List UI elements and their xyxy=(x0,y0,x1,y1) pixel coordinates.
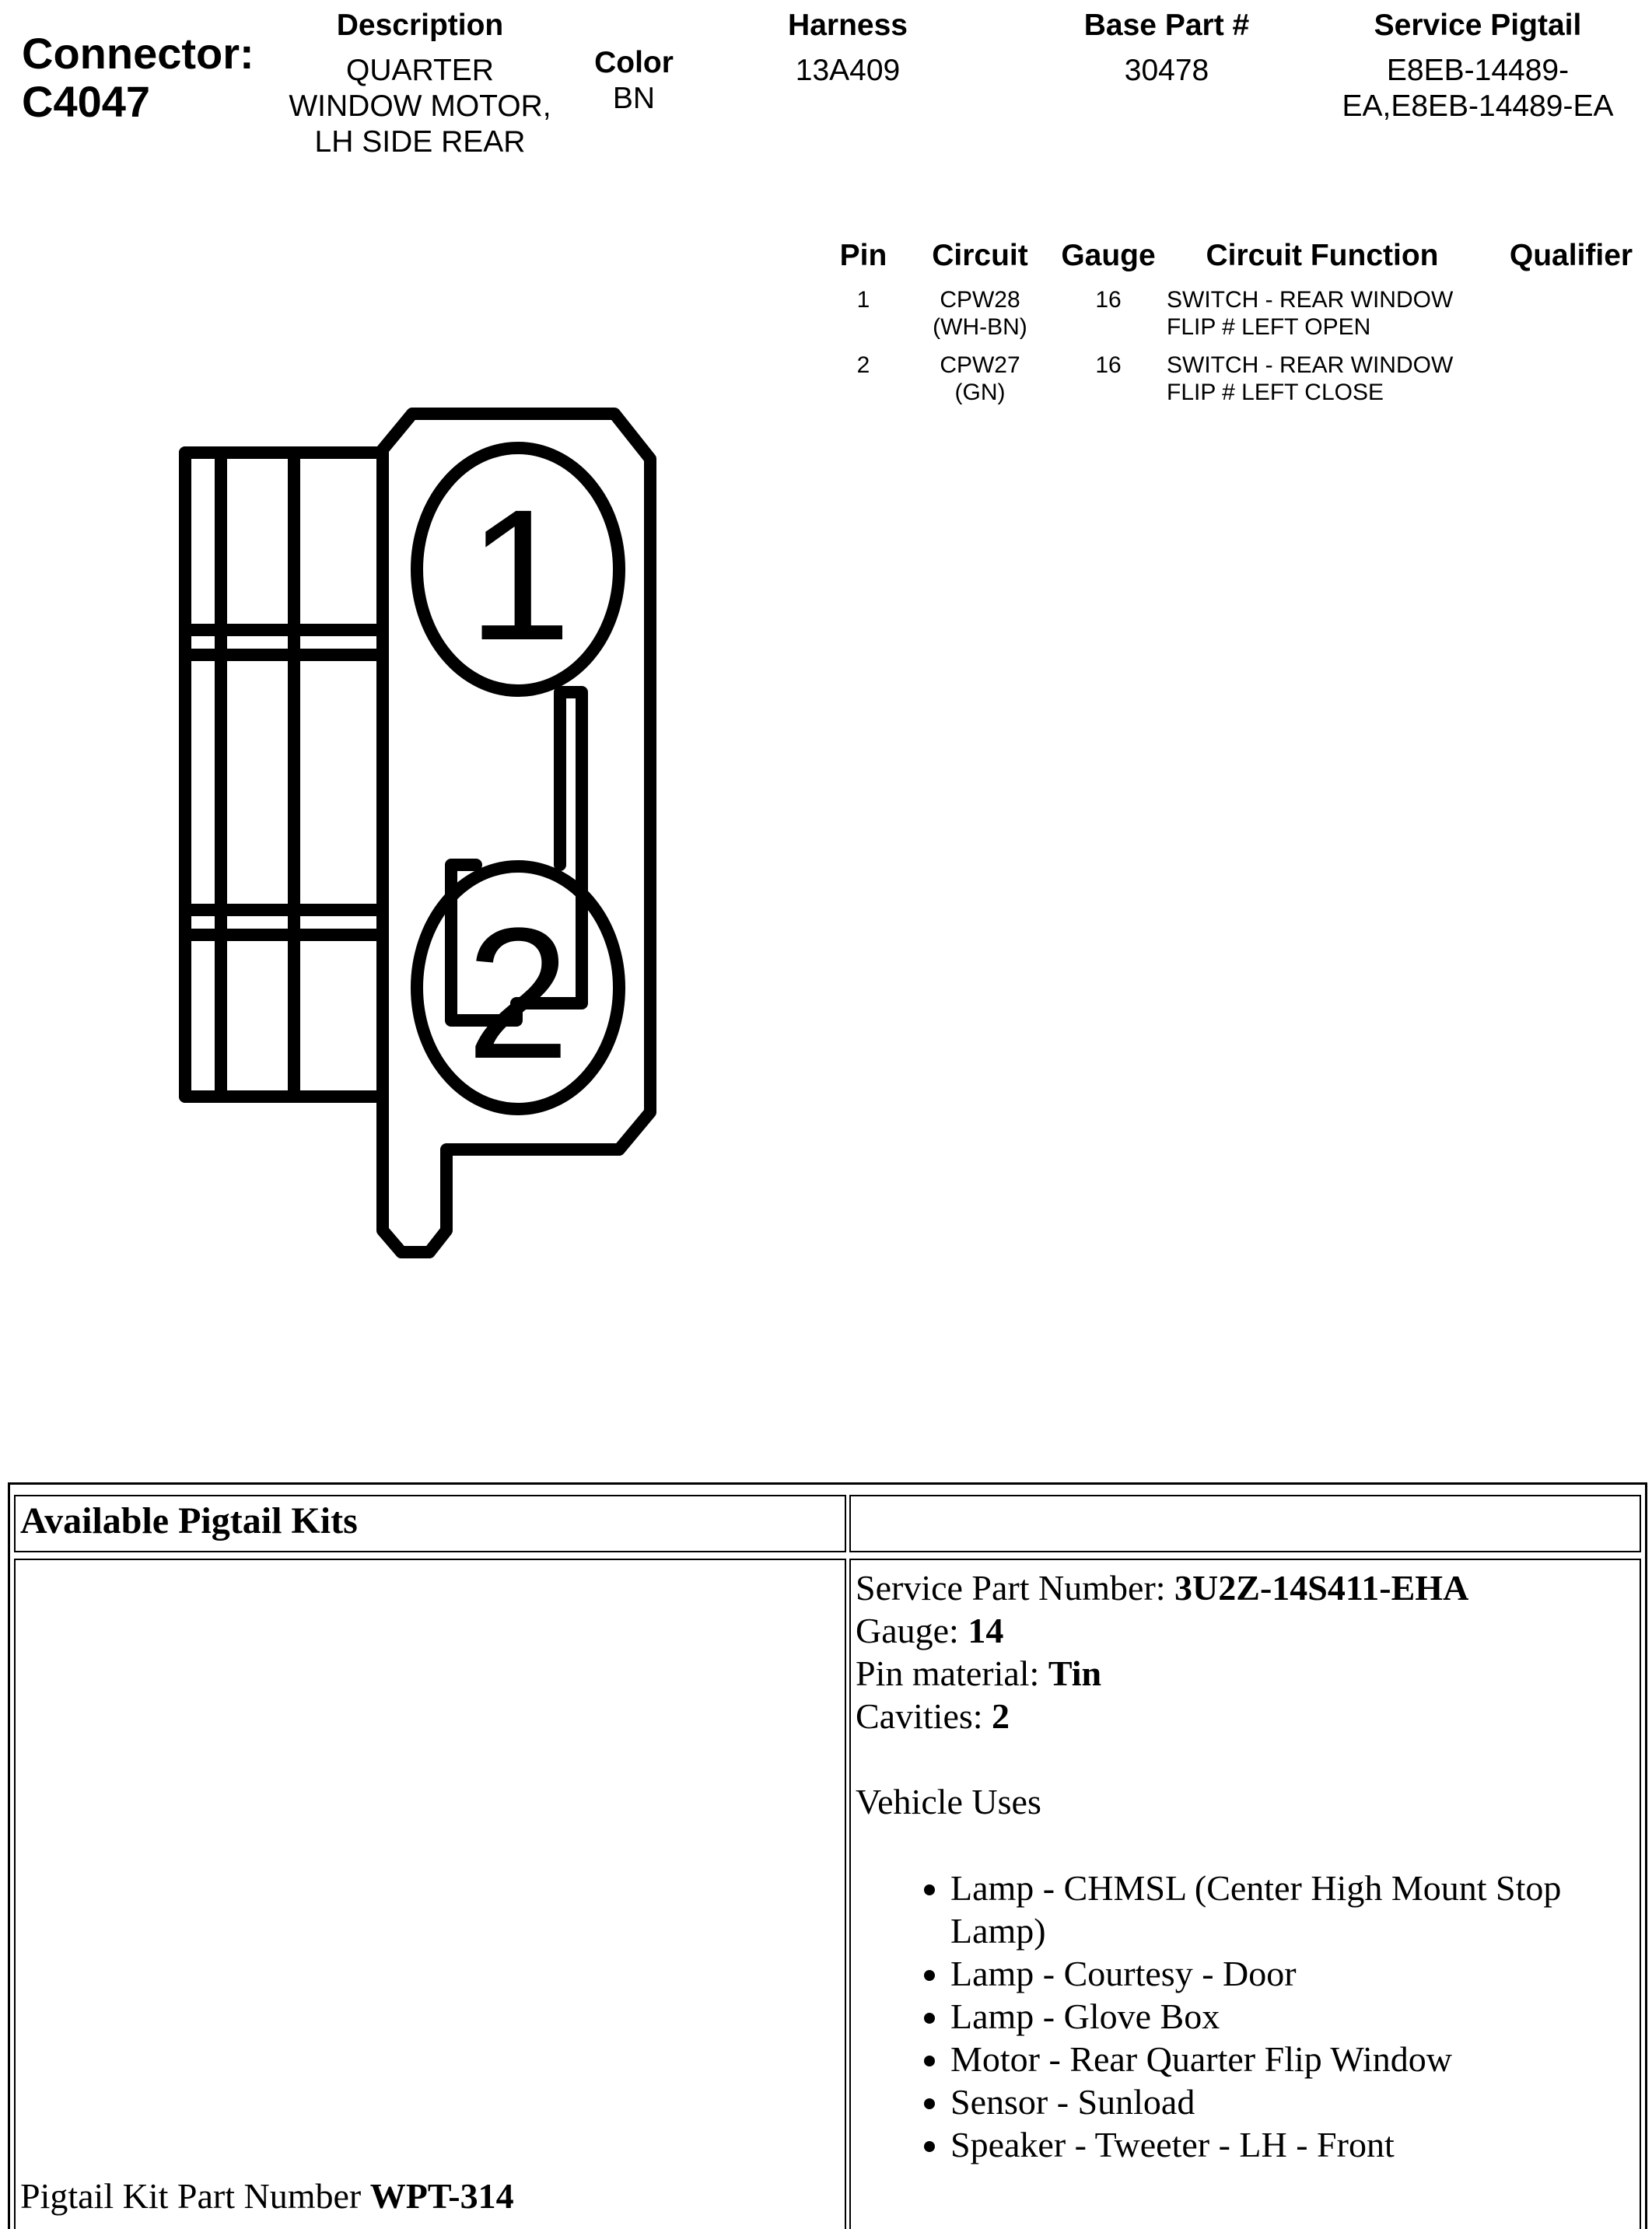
pigtail-kits-empty-header-cell xyxy=(849,1495,1641,1552)
description-value xyxy=(264,53,576,160)
circuit-function-header: Circuit Function xyxy=(1206,239,1439,272)
circuit-function-line: SWITCH - REAR WINDOW xyxy=(1167,352,1454,378)
pigtail-kit-part-number xyxy=(20,2175,514,2217)
service-pigtail-column xyxy=(1307,8,1649,124)
kit-gauge-value: 14 xyxy=(968,1611,1004,1650)
service-part-label: Service Part Number: xyxy=(856,1568,1175,1608)
cavities-label: Cavities: xyxy=(856,1696,992,1736)
circuit-color: (GN) xyxy=(954,380,1006,405)
circuit-function-cell xyxy=(1167,286,1493,341)
base-part-column xyxy=(1042,8,1291,89)
service-pigtail-label: Service Pigtail xyxy=(1374,9,1582,42)
description-label: Description xyxy=(336,9,504,42)
service-pigtail-value xyxy=(1307,53,1649,124)
vehicle-use-item: • Sensor - Sunload xyxy=(950,2080,1636,2123)
connector-face-diagram xyxy=(156,366,684,1275)
gauge-cell: 16 xyxy=(1095,287,1122,313)
pin-table xyxy=(824,238,1649,417)
circuit-header: Circuit xyxy=(932,239,1028,272)
color-label: Color xyxy=(594,46,674,79)
vehicle-uses-heading: Vehicle Uses xyxy=(856,1782,1041,1821)
connector-heading xyxy=(22,30,254,126)
circuit-function-line: SWITCH - REAR WINDOW xyxy=(1167,287,1454,313)
service-pigtail-line: EA,E8EB-14489-EA xyxy=(1342,89,1614,123)
cavities-value: 2 xyxy=(992,1696,1010,1736)
connector-latch-block xyxy=(185,453,380,1097)
vehicle-use-item: • Lamp - Glove Box xyxy=(950,1995,1636,2038)
pin-material xyxy=(856,1652,1636,1695)
color-value: BN xyxy=(612,82,656,115)
qualifier-header: Qualifier xyxy=(1509,239,1633,272)
circuit-function-line: FLIP # LEFT CLOSE xyxy=(1167,380,1384,405)
description-column xyxy=(264,8,576,160)
pigtail-kit-left-cell xyxy=(14,1559,846,2229)
vehicle-use-item: • Lamp - Courtesy - Door xyxy=(950,1952,1636,1995)
pin-2-label: 2 xyxy=(466,889,570,1097)
vehicle-use-item: • Speaker - Tweeter - LH - Front xyxy=(950,2123,1636,2166)
color-column xyxy=(568,45,700,117)
circuit-cell xyxy=(910,352,1050,406)
harness-column xyxy=(747,8,949,89)
circuit-code: CPW28 xyxy=(940,287,1020,313)
pin-number: 1 xyxy=(856,287,870,313)
circuit-function-line: FLIP # LEFT OPEN xyxy=(1167,314,1371,340)
service-part-number xyxy=(856,1566,1636,1609)
vehicle-use-item: • Lamp - CHMSL (Center High Mount Stop Lamp) xyxy=(950,1867,1636,1952)
gauge-header: Gauge xyxy=(1061,239,1156,272)
vehicle-uses-list xyxy=(856,1867,1636,2166)
kit-gauge xyxy=(856,1609,1636,1652)
circuit-cell xyxy=(910,286,1050,341)
pin-material-label: Pin material: xyxy=(856,1653,1048,1693)
service-pigtail-line: E8EB-14489- xyxy=(1386,54,1570,87)
description-line: LH SIDE REAR xyxy=(314,125,526,159)
pigtail-kit-part-label: Pigtail Kit Part Number xyxy=(20,2176,370,2216)
pigtail-kits-title: Available Pigtail Kits xyxy=(20,1500,358,1541)
description-line: QUARTER xyxy=(346,54,494,87)
base-part-label: Base Part # xyxy=(1083,9,1250,42)
circuit-code: CPW27 xyxy=(940,352,1020,378)
pigtail-kit-part-value: WPT-314 xyxy=(369,2176,514,2216)
pin-number: 2 xyxy=(856,352,870,378)
vehicle-use-item: • Motor - Rear Quarter Flip Window xyxy=(950,2038,1636,2080)
harness-label: Harness xyxy=(788,9,908,42)
harness-value: 13A409 xyxy=(795,54,901,87)
pigtail-kits-title-cell xyxy=(14,1495,846,1552)
service-part-value: 3U2Z-14S411-EHA xyxy=(1174,1568,1469,1608)
cavities xyxy=(856,1695,1636,1737)
pin-1-label: 1 xyxy=(467,471,572,679)
base-part-value: 30478 xyxy=(1124,54,1209,87)
circuit-color: (WH-BN) xyxy=(933,314,1027,340)
connector-id: C4047 xyxy=(22,77,151,126)
pigtail-kit-details-cell xyxy=(849,1559,1641,2229)
circuit-function-cell xyxy=(1167,352,1493,406)
pin-material-value: Tin xyxy=(1048,1653,1102,1693)
pin-header: Pin xyxy=(839,239,887,272)
description-line: WINDOW MOTOR, xyxy=(289,89,551,123)
kit-gauge-label: Gauge: xyxy=(856,1611,968,1650)
gauge-cell: 16 xyxy=(1095,352,1122,378)
connector-label: Connector: xyxy=(22,29,254,78)
